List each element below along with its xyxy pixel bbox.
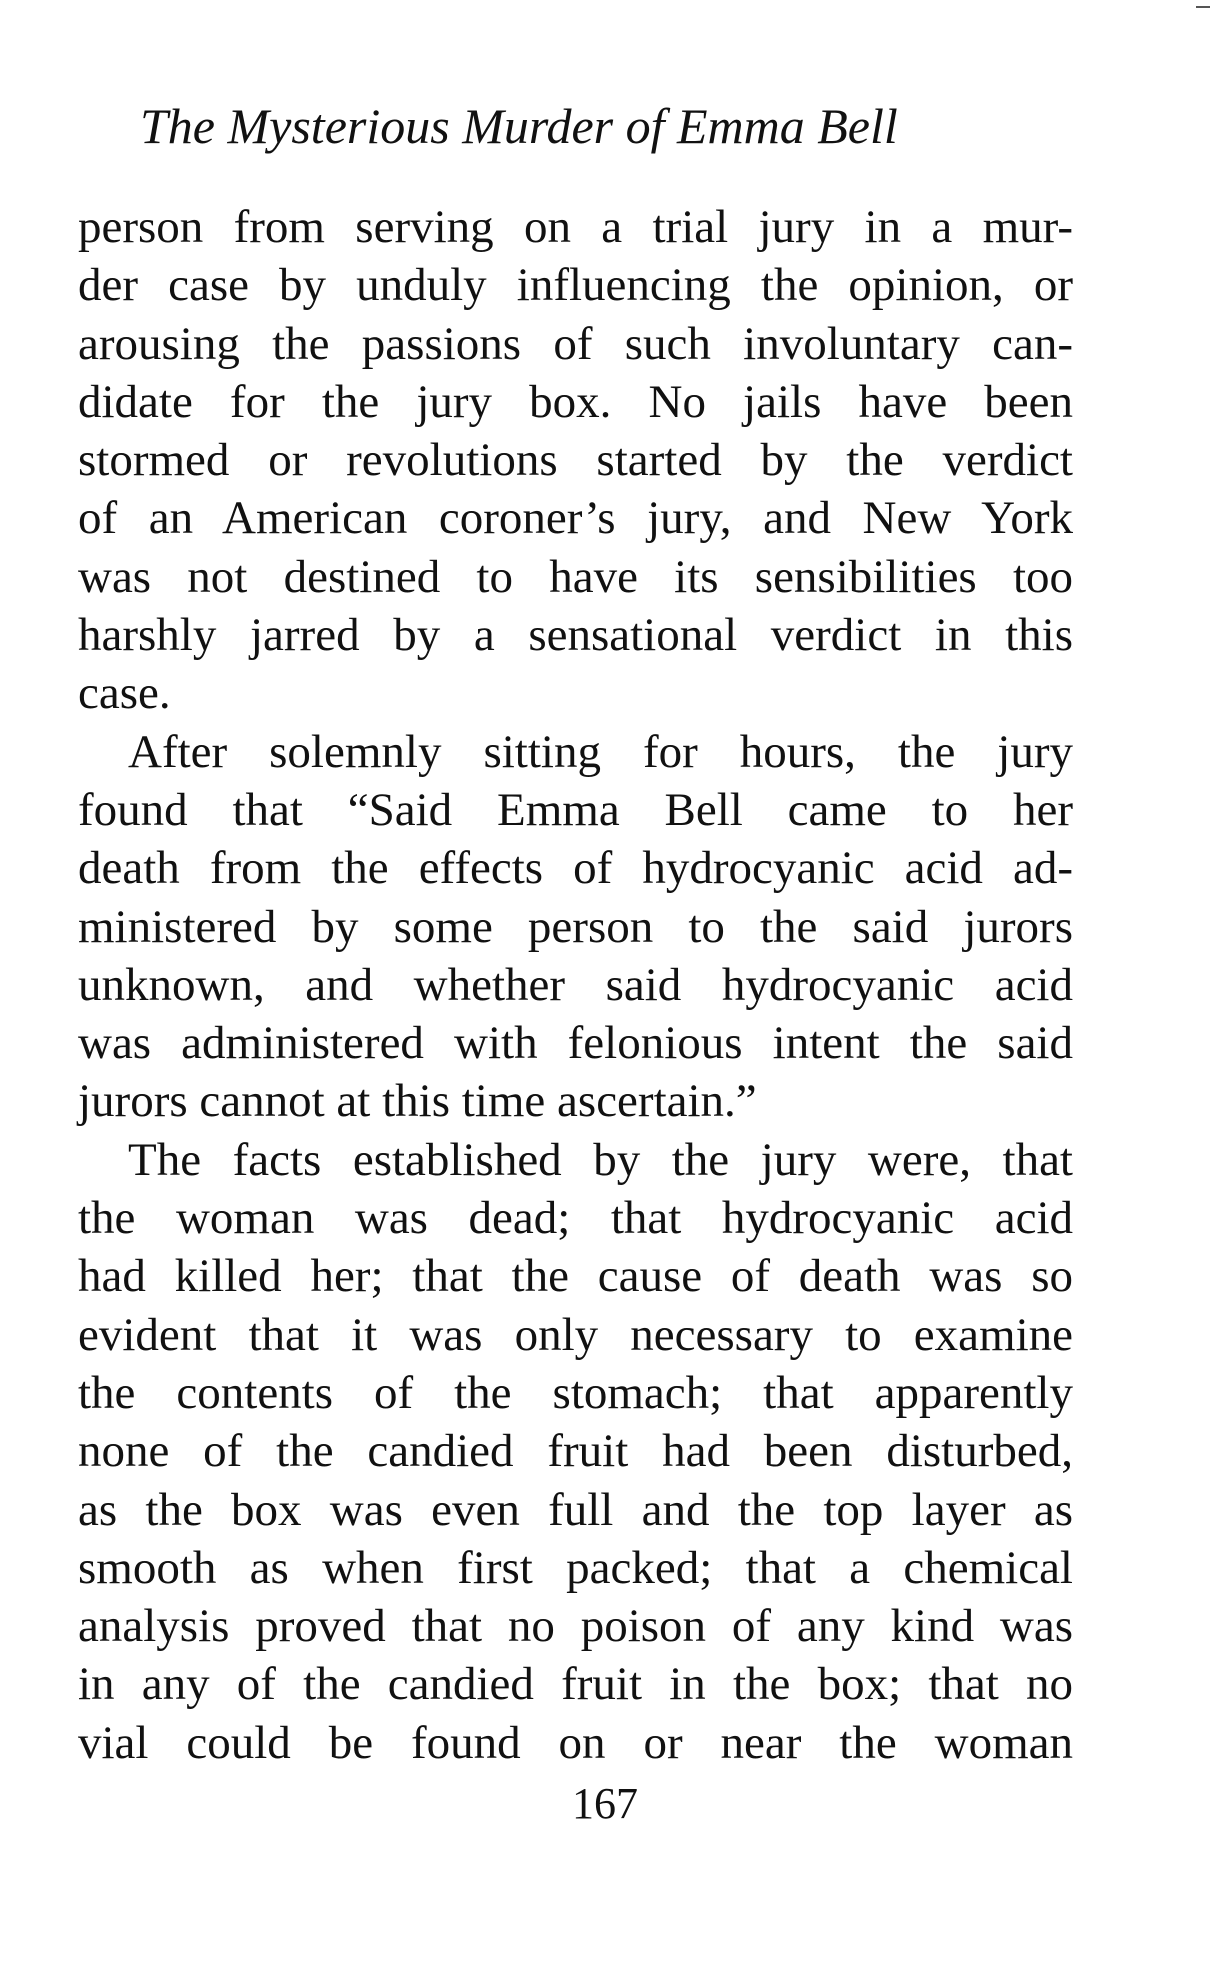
text-line: was not destined to have its sensibilities too xyxy=(78,550,1073,603)
text-line: stormed or revolutions started by the verdict xyxy=(78,434,1073,487)
text-line: in any of the candied fruit in the box; that no xyxy=(78,1658,1073,1711)
text-line: death from the effects of hydrocyanic acid ad- xyxy=(78,842,1073,895)
text-line: smooth as when first packed; that a chemical xyxy=(78,1541,1073,1594)
text-line: After solemnly sitting for hours, the jury xyxy=(128,725,1073,778)
page-number: 167 xyxy=(572,1779,638,1828)
paragraph-1 xyxy=(78,198,1073,723)
running-head: The Mysterious Murder of Emma Bell xyxy=(140,98,898,154)
text-line: arousing the passions of such involuntary can- xyxy=(78,317,1073,370)
text-line: ministered by some person to the said jurors xyxy=(78,900,1073,953)
text-line: person from serving on a trial jury in a mur- xyxy=(78,201,1073,253)
text-line: analysis proved that no poison of any kind was xyxy=(78,1600,1073,1653)
text-line: harshly jarred by a sensational verdict in this xyxy=(78,609,1073,662)
text-line: vial could be found on or near the woman xyxy=(78,1716,1073,1769)
text-line: jurors cannot at this time ascertain.” xyxy=(78,1075,757,1128)
text-line: the woman was dead; that hydrocyanic acid xyxy=(78,1192,1073,1245)
text-line: the contents of the stomach; that apparently xyxy=(78,1366,1073,1419)
text-line: as the box was even full and the top layer as xyxy=(78,1483,1073,1536)
text-line: none of the candied fruit had been disturbed, xyxy=(78,1425,1073,1478)
text-line: of an American coroner’s jury, and New York xyxy=(78,492,1073,545)
page-edge-mark xyxy=(1196,6,1210,8)
paragraph-3 xyxy=(78,1131,1073,1772)
text-line: was administered with felonious intent the said xyxy=(78,1017,1073,1070)
text-line: case. xyxy=(78,667,171,720)
text-line: unknown, and whether said hydrocyanic acid xyxy=(78,958,1073,1011)
text-line: evident that it was only necessary to examine xyxy=(78,1308,1073,1361)
paragraph-2 xyxy=(78,723,1073,1131)
text-line: didate for the jury box. No jails have been xyxy=(78,375,1073,428)
text-line: der case by unduly influencing the opinion, or xyxy=(78,259,1073,312)
text-line: found that “Said Emma Bell came to her xyxy=(78,783,1073,836)
body-text xyxy=(78,198,1073,1772)
text-line: The facts established by the jury were, that xyxy=(128,1133,1073,1186)
text-line: had killed her; that the cause of death was so xyxy=(78,1250,1073,1303)
